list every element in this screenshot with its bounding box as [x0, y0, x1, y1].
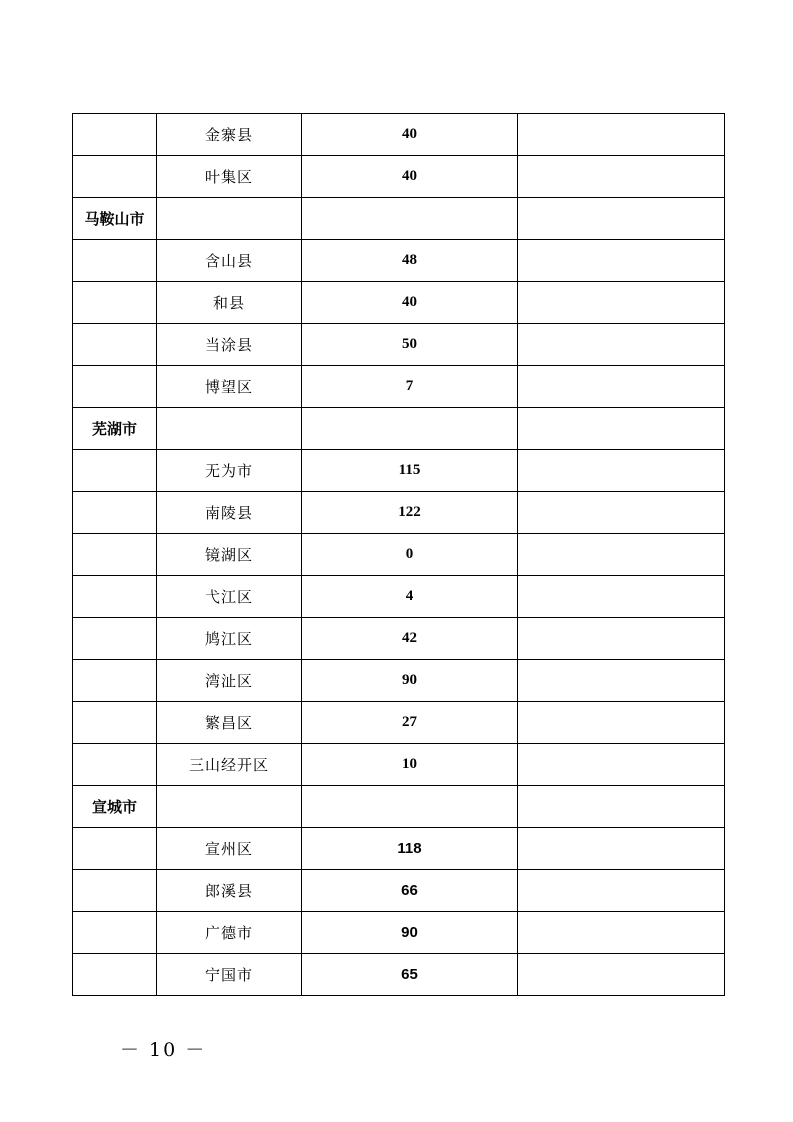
value-cell [302, 786, 518, 828]
note-cell [518, 954, 725, 996]
city-cell: 马鞍山市 [73, 198, 157, 240]
city-cell [73, 492, 157, 534]
district-cell: 当涂县 [157, 324, 302, 366]
city-cell [73, 156, 157, 198]
value-cell: 50 [302, 324, 518, 366]
table-row [73, 450, 725, 492]
city-cell [73, 534, 157, 576]
table-row [73, 828, 725, 870]
city-cell [73, 744, 157, 786]
district-cell: 郎溪县 [157, 870, 302, 912]
table-body [73, 114, 725, 996]
note-cell [518, 618, 725, 660]
city-cell [73, 870, 157, 912]
city-cell [73, 828, 157, 870]
value-cell [302, 408, 518, 450]
table-row [73, 576, 725, 618]
table-row [73, 198, 725, 240]
note-cell [518, 366, 725, 408]
value-cell: 27 [302, 702, 518, 744]
table-row [73, 534, 725, 576]
value-cell: 7 [302, 366, 518, 408]
note-cell [518, 534, 725, 576]
city-cell [73, 114, 157, 156]
district-cell: 无为市 [157, 450, 302, 492]
note-cell [518, 156, 725, 198]
city-cell [73, 324, 157, 366]
data-table [72, 113, 725, 996]
table-row [73, 240, 725, 282]
note-cell [518, 786, 725, 828]
city-cell [73, 240, 157, 282]
note-cell [518, 240, 725, 282]
district-cell: 弋江区 [157, 576, 302, 618]
value-cell: 90 [302, 660, 518, 702]
district-cell: 金寨县 [157, 114, 302, 156]
table-row [73, 366, 725, 408]
district-cell: 鸠江区 [157, 618, 302, 660]
note-cell [518, 282, 725, 324]
city-cell [73, 366, 157, 408]
city-cell: 芜湖市 [73, 408, 157, 450]
note-cell [518, 828, 725, 870]
city-cell: 宣城市 [73, 786, 157, 828]
note-cell [518, 450, 725, 492]
city-cell [73, 450, 157, 492]
page-number: － 10 － [120, 1039, 207, 1061]
table-row [73, 870, 725, 912]
district-cell: 镜湖区 [157, 534, 302, 576]
table-row [73, 282, 725, 324]
district-cell: 繁昌区 [157, 702, 302, 744]
table-row [73, 912, 725, 954]
district-cell: 叶集区 [157, 156, 302, 198]
district-cell: 三山经开区 [157, 744, 302, 786]
value-cell: 66 [302, 870, 518, 912]
value-cell: 40 [302, 156, 518, 198]
table-row [73, 786, 725, 828]
district-cell: 和县 [157, 282, 302, 324]
table-row [73, 492, 725, 534]
district-cell [157, 408, 302, 450]
note-cell [518, 744, 725, 786]
district-cell: 博望区 [157, 366, 302, 408]
city-cell [73, 576, 157, 618]
value-cell: 40 [302, 114, 518, 156]
city-cell [73, 954, 157, 996]
city-cell [73, 282, 157, 324]
note-cell [518, 660, 725, 702]
value-cell: 42 [302, 618, 518, 660]
note-cell [518, 324, 725, 366]
value-cell [302, 198, 518, 240]
value-cell: 122 [302, 492, 518, 534]
table-row [73, 156, 725, 198]
value-cell: 115 [302, 450, 518, 492]
district-cell: 广德市 [157, 912, 302, 954]
city-cell [73, 618, 157, 660]
note-cell [518, 912, 725, 954]
city-cell [73, 702, 157, 744]
district-cell: 含山县 [157, 240, 302, 282]
value-cell: 4 [302, 576, 518, 618]
table-row [73, 408, 725, 450]
value-cell: 0 [302, 534, 518, 576]
table-row [73, 618, 725, 660]
note-cell [518, 702, 725, 744]
note-cell [518, 114, 725, 156]
table-row [73, 744, 725, 786]
city-cell [73, 912, 157, 954]
note-cell [518, 576, 725, 618]
note-cell [518, 492, 725, 534]
note-cell [518, 408, 725, 450]
district-cell: 宁国市 [157, 954, 302, 996]
value-cell: 90 [302, 912, 518, 954]
note-cell [518, 870, 725, 912]
city-cell [73, 660, 157, 702]
district-cell: 南陵县 [157, 492, 302, 534]
district-cell [157, 198, 302, 240]
note-cell [518, 198, 725, 240]
value-cell: 48 [302, 240, 518, 282]
value-cell: 65 [302, 954, 518, 996]
table-row [73, 324, 725, 366]
district-cell: 宣州区 [157, 828, 302, 870]
value-cell: 10 [302, 744, 518, 786]
table-row [73, 702, 725, 744]
table-row [73, 954, 725, 996]
value-cell: 40 [302, 282, 518, 324]
district-cell: 湾沚区 [157, 660, 302, 702]
district-cell [157, 786, 302, 828]
table-row [73, 114, 725, 156]
value-cell: 118 [302, 828, 518, 870]
table-row [73, 660, 725, 702]
